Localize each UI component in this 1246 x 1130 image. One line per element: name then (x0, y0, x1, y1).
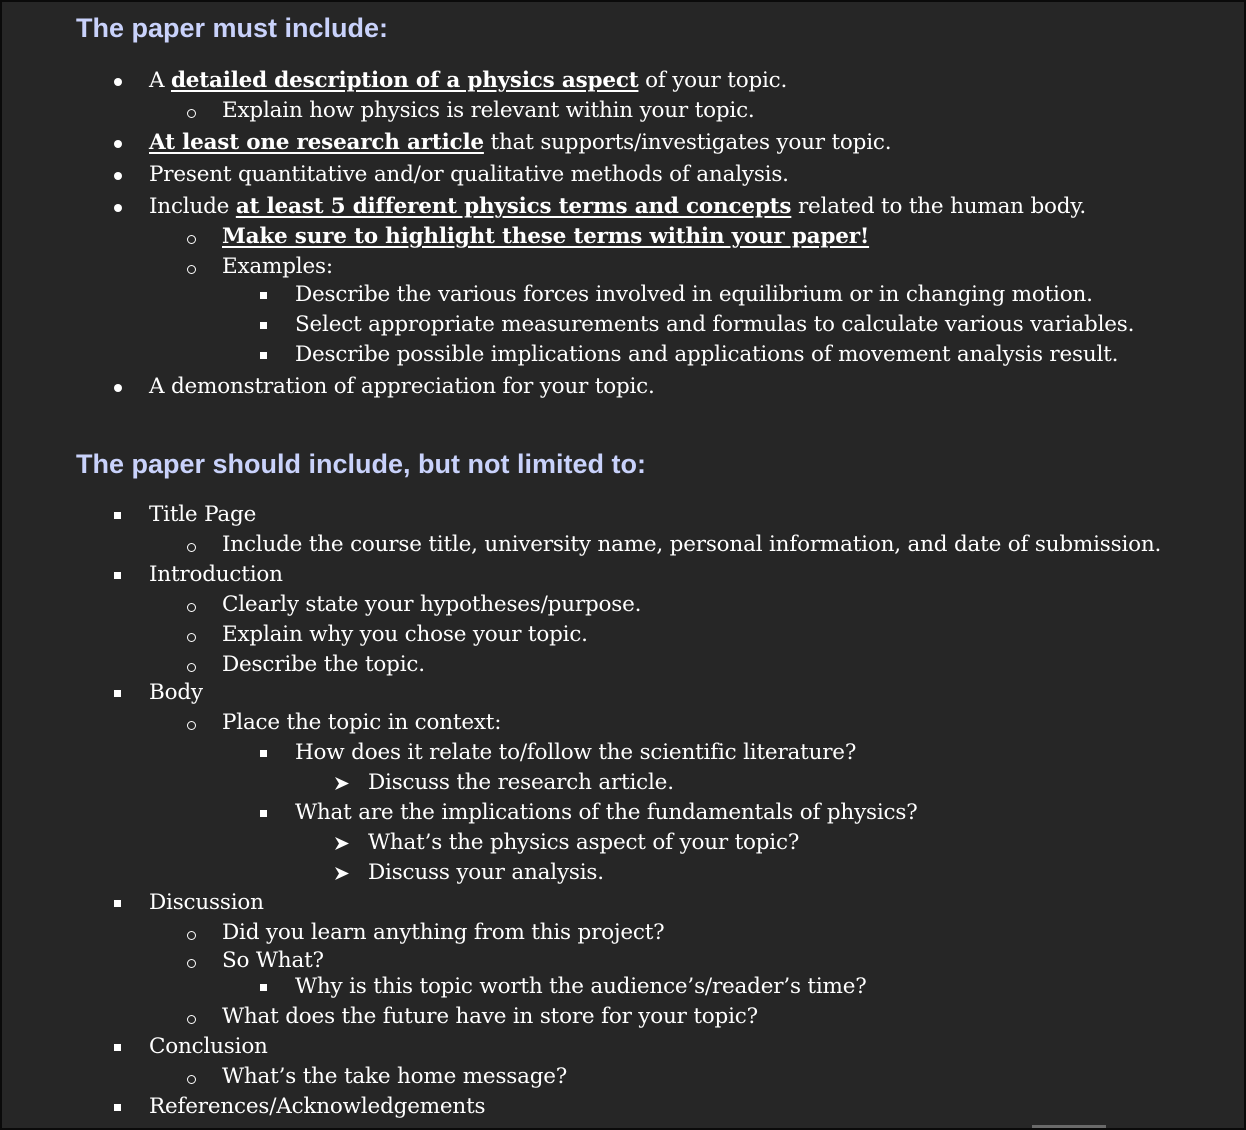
item-text: What are the implications of the fundamentals of physics? (295, 800, 918, 825)
list-item (2, 560, 1242, 590)
horizontal-scrollbar-thumb[interactable] (1032, 1125, 1106, 1128)
emphasis-text: at least 5 different physics terms and concepts (235, 194, 792, 219)
list-item (2, 192, 1242, 222)
list-item (2, 66, 1242, 96)
list-item (2, 708, 1242, 738)
item-text: Clearly state your hypotheses/purpose. (222, 592, 642, 617)
list-item (2, 1092, 1242, 1122)
list-item (2, 252, 1242, 282)
item-text: Explain why you chose your topic. (222, 622, 588, 647)
item-text: Describe possible implications and applications of movement analysis result. (295, 342, 1119, 367)
item-text: Why is this topic worth the audience’s/reader’s time? (295, 974, 867, 999)
emphasis-text: Make sure to highlight these terms within your paper! (222, 224, 870, 249)
list-item (2, 280, 1242, 310)
item-text: Conclusion (149, 1034, 268, 1059)
item-text: that supports/investigates your topic. (483, 130, 892, 155)
heading-should-include: The paper should include, but not limited to: (76, 449, 646, 479)
list-item (2, 798, 1242, 828)
item-text: Introduction (149, 562, 283, 587)
item-text: related to the human body. (791, 194, 1087, 219)
list-item (2, 340, 1242, 370)
list-item (2, 678, 1242, 708)
list-item (2, 160, 1242, 190)
item-text: Title Page (149, 502, 257, 527)
item-text: A (149, 68, 171, 93)
list-item (2, 888, 1242, 918)
item-text: Place the topic in context: (222, 710, 502, 735)
list-item (2, 918, 1242, 948)
list-item (2, 500, 1242, 530)
item-text: Body (149, 680, 203, 705)
item-text: Discuss your analysis. (368, 860, 604, 885)
item-text: Include the course title, university name, personal information, and date of submission. (222, 532, 1162, 557)
emphasis-text: At least one research article (149, 130, 484, 155)
item-text: Discussion (149, 890, 264, 915)
item-text: of your topic. (638, 68, 788, 93)
list-item (2, 828, 1242, 858)
list-item (2, 768, 1242, 798)
item-text: A demonstration of appreciation for your topic. (149, 374, 655, 399)
item-text: Examples: (222, 254, 333, 279)
list-item (2, 128, 1242, 158)
list-item (2, 858, 1242, 888)
heading-must-include: The paper must include: (76, 13, 389, 43)
list-item (2, 1062, 1242, 1092)
list-item (2, 972, 1242, 1002)
item-text: Discuss the research article. (368, 770, 674, 795)
item-text: Present quantitative and/or qualitative methods of analysis. (149, 162, 789, 187)
item-text: How does it relate to/follow the scientific literature? (295, 740, 857, 765)
item-text: What’s the take home message? (222, 1064, 568, 1089)
item-text: Explain how physics is relevant within your topic. (222, 98, 755, 123)
list-item (2, 222, 1242, 252)
list-item (2, 650, 1242, 680)
item-text: Describe the topic. (222, 652, 425, 677)
item-text: Did you learn anything from this project? (222, 920, 665, 945)
list-item (2, 1002, 1242, 1032)
item-text: References/Acknowledgements (149, 1094, 486, 1119)
list-item (2, 530, 1242, 560)
emphasis-text: detailed description of a physics aspect (170, 68, 639, 93)
list-item (2, 620, 1242, 650)
item-text: What does the future have in store for your topic? (222, 1004, 758, 1029)
item-text: Include (149, 194, 236, 219)
item-text: What’s the physics aspect of your topic? (368, 830, 800, 855)
item-text: Describe the various forces involved in equilibrium or in changing motion. (295, 282, 1093, 307)
list-item (2, 1032, 1242, 1062)
list-item (2, 372, 1242, 402)
list-item (2, 96, 1242, 126)
list-item (2, 590, 1242, 620)
item-text: So What? (222, 948, 324, 973)
list-item (2, 738, 1242, 768)
item-text: Select appropriate measurements and formulas to calculate various variables. (295, 312, 1135, 337)
list-item (2, 310, 1242, 340)
